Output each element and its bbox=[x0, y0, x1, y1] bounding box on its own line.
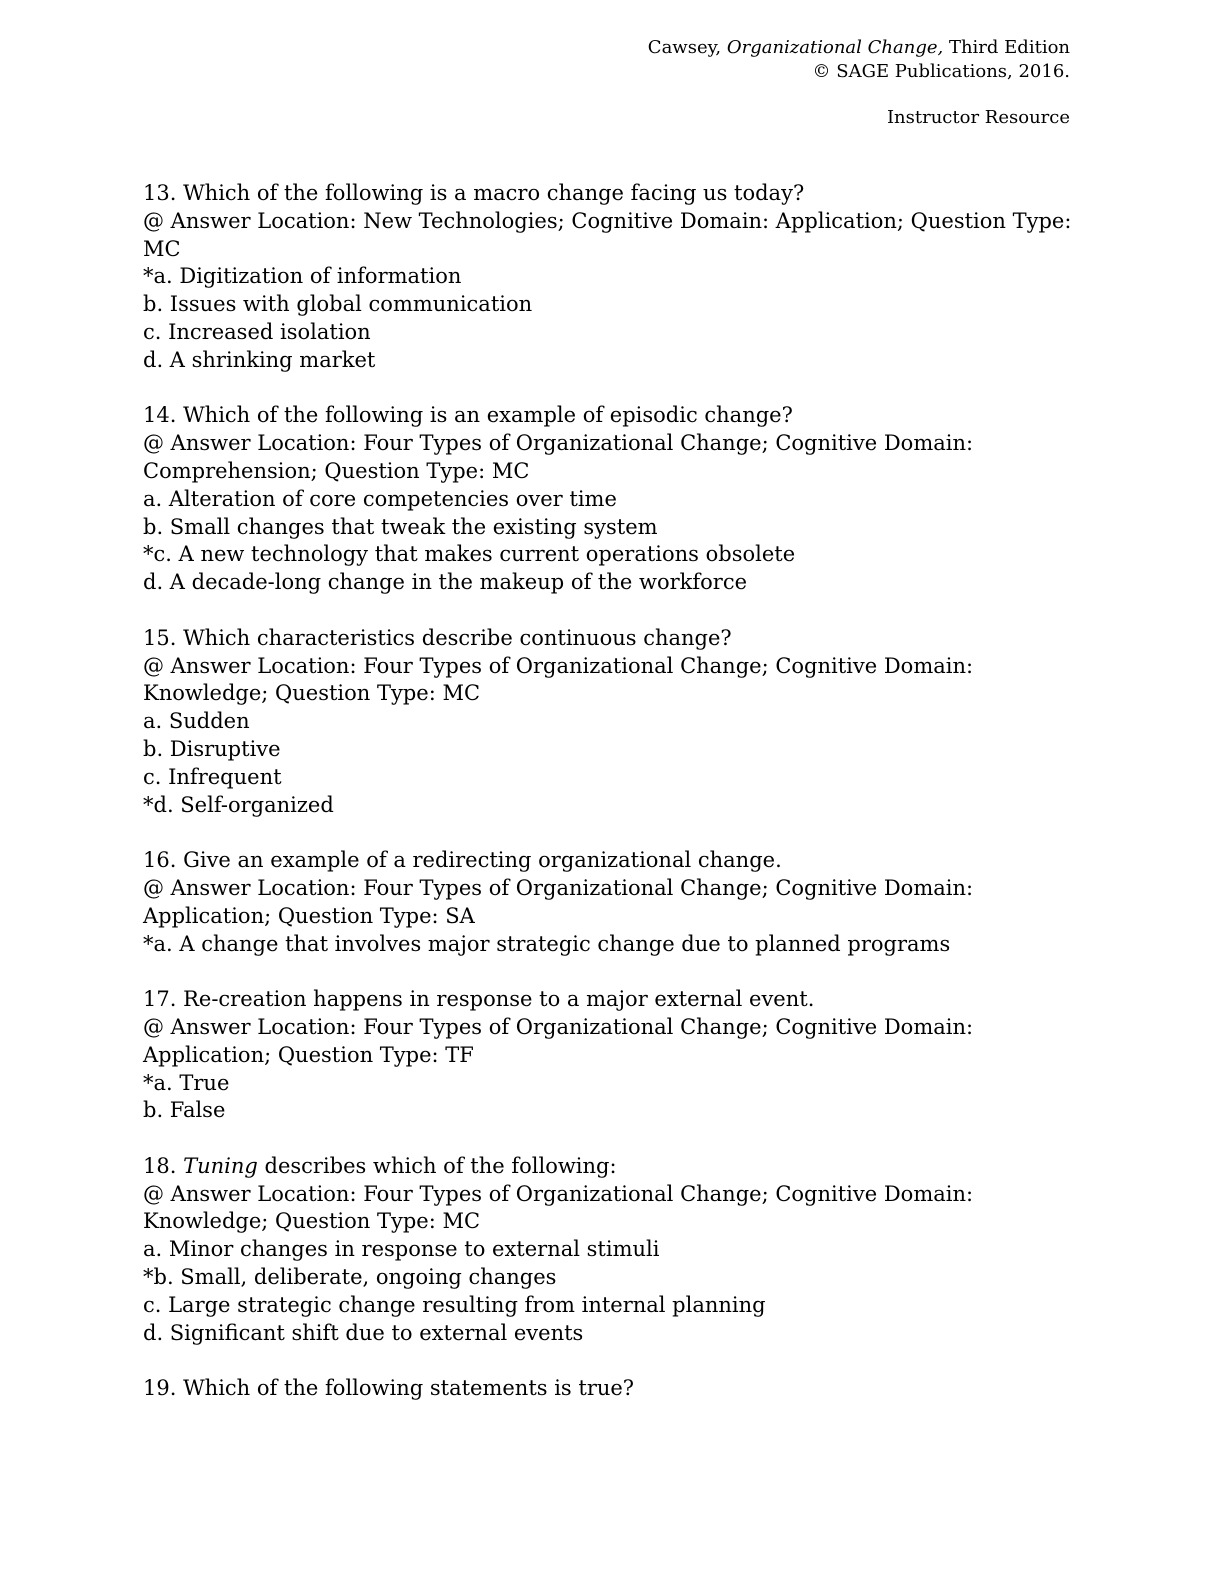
question-stem bbox=[143, 402, 1083, 430]
answer-option: a. Sudden bbox=[143, 709, 250, 734]
question-text: Re-creation happens in response to a major external event. bbox=[176, 987, 815, 1012]
book-title: Organizational Change, bbox=[726, 37, 944, 58]
answer-option: *a. True bbox=[143, 1070, 230, 1095]
answer-option: a. Minor changes in response to external stimuli bbox=[143, 1237, 660, 1262]
question-number: 14. bbox=[143, 403, 177, 428]
question-text: Give an example of a redirecting organizational change. bbox=[176, 848, 782, 873]
answer-option: d. Significant shift due to external events bbox=[143, 1320, 584, 1345]
answer-option: *a. A change that involves major strategic change due to planned programs bbox=[143, 931, 951, 956]
answer-location: @ Answer Location: Four Types of Organizational Change; Cognitive Domain: Knowledge; Question Type: MC bbox=[143, 653, 974, 706]
answer-option: *c. A new technology that makes current operations obsolete bbox=[143, 542, 796, 567]
answer-option: b. False bbox=[143, 1098, 226, 1123]
question-number: 19. bbox=[143, 1376, 177, 1401]
answer-option: a. Alteration of core competencies over time bbox=[143, 486, 617, 511]
question-17 bbox=[143, 986, 1083, 1125]
answer-option: *b. Small, deliberate, ongoing changes bbox=[143, 1265, 557, 1290]
author-name: Cawsey, bbox=[647, 37, 727, 58]
answer-location: @ Answer Location: Four Types of Organizational Change; Cognitive Domain: Comprehension; Question Type: MC bbox=[143, 431, 974, 483]
question-text: Which of the following is a macro change facing us today? bbox=[176, 181, 805, 205]
answer-option: c. Infrequent bbox=[143, 764, 282, 789]
question-number: 13. bbox=[143, 181, 177, 205]
question-text: Which of the following is an example of episodic change? bbox=[176, 403, 793, 428]
answer-option: c. Large strategic change resulting from internal planning bbox=[143, 1292, 766, 1317]
question-text: Which of the following statements is true? bbox=[176, 1376, 635, 1401]
question-stem bbox=[143, 847, 1083, 875]
copyright-line: © SAGE Publications, 2016. bbox=[812, 61, 1070, 82]
question-13 bbox=[143, 180, 1083, 375]
question-text: Which characteristics describe continuous change? bbox=[176, 625, 732, 650]
question-16 bbox=[143, 847, 1083, 958]
answer-option: d. A decade-long change in the makeup of the workforce bbox=[143, 570, 748, 595]
question-19 bbox=[143, 1375, 1083, 1403]
question-stem bbox=[143, 180, 1083, 208]
answer-option: d. A shrinking market bbox=[143, 347, 376, 372]
question-14 bbox=[143, 402, 1083, 597]
question-number: 17. bbox=[143, 987, 177, 1012]
answer-option: *d. Self-organized bbox=[143, 792, 334, 817]
question-list bbox=[143, 180, 1083, 1431]
answer-location: @ Answer Location: Four Types of Organizational Change; Cognitive Domain: Application; Question Type: SA bbox=[143, 875, 974, 928]
answer-location: @ Answer Location: New Technologies; Cognitive Domain: Application; Question Type: MC bbox=[143, 208, 1072, 261]
question-number: 16. bbox=[143, 848, 177, 873]
question-number: 15. bbox=[143, 625, 177, 650]
question-number: 18. bbox=[143, 1153, 177, 1178]
question-stem bbox=[143, 625, 1083, 653]
question-text: describes which of the following: bbox=[257, 1153, 617, 1178]
answer-option: b. Disruptive bbox=[143, 736, 281, 761]
question-18 bbox=[143, 1153, 1083, 1348]
citation-line bbox=[648, 36, 1070, 60]
question-stem bbox=[143, 1375, 1083, 1403]
question-stem bbox=[143, 986, 1083, 1014]
answer-option: b. Small changes that tweak the existing system bbox=[143, 514, 658, 539]
answer-option: b. Issues with global communication bbox=[143, 292, 533, 317]
answer-option: *a. Digitization of information bbox=[143, 264, 462, 289]
italic-term: Tuning bbox=[183, 1153, 258, 1178]
resource-label: Instructor Resource bbox=[886, 107, 1070, 128]
answer-option: c. Increased isolation bbox=[143, 319, 371, 344]
question-15 bbox=[143, 625, 1083, 820]
answer-location: @ Answer Location: Four Types of Organizational Change; Cognitive Domain: Knowledge; Question Type: MC bbox=[143, 1181, 974, 1234]
answer-location: @ Answer Location: Four Types of Organizational Change; Cognitive Domain: Application; Question Type: TF bbox=[143, 1014, 974, 1067]
question-stem bbox=[143, 1153, 1083, 1181]
edition: Third Edition bbox=[943, 37, 1070, 58]
page-header bbox=[648, 36, 1070, 130]
